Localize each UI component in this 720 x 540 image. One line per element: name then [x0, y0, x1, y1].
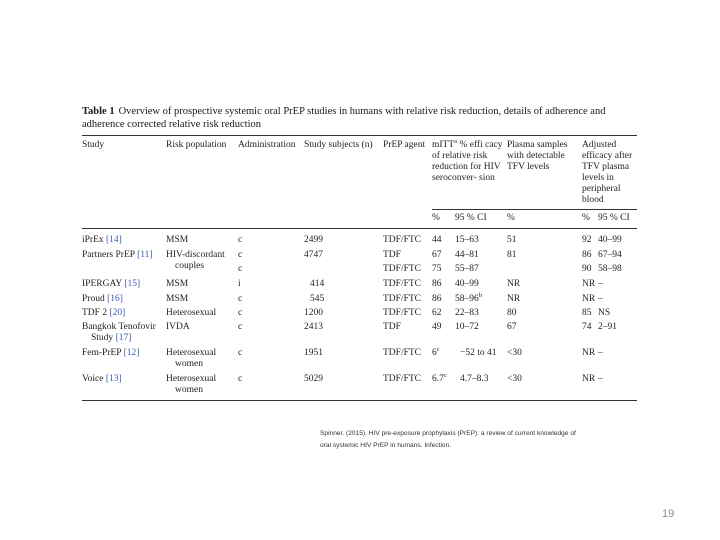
cell-pop: HIV-discordant couples: [166, 250, 225, 271]
cell-pop: Heterosexual: [166, 308, 217, 318]
subheader-rule: [432, 209, 637, 210]
table-row: Partners PrEP [11]: [82, 250, 153, 260]
cell-ci: 55–87: [455, 264, 479, 274]
header-administration: Administration: [238, 140, 296, 150]
cell-adj: NR: [582, 348, 596, 358]
cell-adj-ci: 2–91: [598, 322, 617, 332]
cell-adj-ci: –: [598, 294, 603, 304]
page-number: 19: [662, 508, 675, 520]
table-row: Proud [16]: [82, 294, 123, 304]
reference-link[interactable]: [13]: [105, 374, 122, 384]
cell-agent: TDF/FTC: [383, 308, 422, 318]
cell-ci: −52 to 41: [460, 348, 497, 358]
cell-pct: 6.7$^c$: [432, 371, 447, 384]
cell-pct: 44: [432, 235, 442, 245]
cell-agent: TDF: [383, 322, 401, 332]
cell-admin: c: [238, 264, 243, 274]
subheader-adj-pct: %: [582, 213, 590, 223]
header-mitt-rest: % effi cacy of relative risk reduction for HIV seroconver- sion: [432, 140, 503, 183]
cell-pct: 49: [432, 322, 442, 332]
cell-ci: 15–63: [455, 235, 479, 245]
cell-adj-ci: 67–94: [598, 250, 622, 260]
table-bottom-rule: [82, 400, 637, 401]
cell-pct: 75: [432, 264, 442, 274]
reference-link[interactable]: [11]: [137, 250, 153, 260]
cell-adj: NR: [582, 279, 596, 289]
table-row: TDF 2 [20]: [82, 308, 126, 318]
table-row: IPERGAY [15]: [82, 279, 141, 289]
cell-n: 545: [310, 294, 325, 304]
cell-adj-ci: 58–98: [598, 264, 622, 274]
subheader-plasma-pct: %: [507, 213, 515, 223]
cell-agent: TDF/FTC: [383, 294, 422, 304]
cell-plasma: NR: [507, 279, 521, 289]
table-row: iPrEx [14]: [82, 235, 122, 245]
cell-admin: c: [238, 294, 243, 304]
cell-adj-ci: –: [598, 279, 603, 289]
cell-agent: TDF/FTC: [383, 374, 422, 384]
cell-pct: 86: [432, 279, 442, 289]
cell-pop: IVDA: [166, 322, 190, 332]
header-subjects: Study subjects (n): [304, 140, 373, 150]
cell-plasma: 51: [507, 235, 517, 245]
cell-admin: c: [238, 235, 243, 245]
cell-adj-ci: –: [598, 374, 603, 384]
cell-adj-ci: –: [598, 348, 603, 358]
header-adjusted: Adjusted efficacy after TFV plasma levels in peripheral blood: [582, 140, 633, 205]
header-mitt-label: mITT: [432, 140, 455, 150]
cell-ci: 44–81: [455, 250, 479, 260]
cell-ci: 40–99: [455, 279, 479, 289]
reference-link[interactable]: [17]: [115, 333, 132, 343]
cell-pct: 67: [432, 250, 442, 260]
cell-pop: MSM: [166, 235, 189, 245]
cell-adj: 90: [582, 264, 592, 274]
cell-agent: TDF/FTC: [383, 235, 422, 245]
table-label: Table 1: [82, 106, 115, 117]
cell-admin: c: [238, 374, 243, 384]
cell-adj: 85: [582, 308, 592, 318]
cell-n: 414: [310, 279, 325, 289]
header-bottom-rule: [82, 228, 637, 229]
cell-plasma: 67: [507, 322, 517, 332]
cell-pct: 6$^c$: [432, 345, 440, 358]
cell-admin: i: [238, 279, 241, 289]
table-row: Voice [13]: [82, 374, 122, 384]
cell-agent: TDF/FTC: [383, 279, 422, 289]
cell-n: 1951: [304, 348, 323, 358]
table-row: Bangkok Tenofovir Study [17]: [82, 322, 156, 343]
reference-link[interactable]: [16]: [107, 294, 123, 304]
cell-plasma: NR: [507, 294, 521, 304]
table-top-rule: [82, 135, 637, 136]
cell-ci: 58–96$^b$: [455, 291, 482, 304]
cell-plasma: 81: [507, 250, 517, 260]
cell-pop: Heterosexual women: [166, 374, 217, 395]
header-risk-population: Risk population: [166, 140, 227, 150]
header-mitt-sup: a: [454, 137, 458, 145]
cell-plasma: <30: [507, 348, 522, 358]
cell-admin: c: [238, 348, 243, 358]
cell-agent: TDF/FTC: [383, 348, 422, 358]
header-plasma: Plasma samples with detectable TFV levels: [507, 140, 568, 172]
cell-pop: MSM: [166, 294, 189, 304]
table-title: Overview of prospective systemic oral PrEP studies in humans with relative risk reduction, details of adherence and adherence corrected relative risk reduction: [82, 106, 606, 130]
cell-n: 1200: [304, 308, 323, 318]
cell-adj: 92: [582, 235, 592, 245]
cell-adj: NR: [582, 294, 596, 304]
cell-admin: c: [238, 308, 243, 318]
subheader-mitt-pct: %: [432, 213, 440, 223]
cell-admin: c: [238, 250, 243, 260]
table-row: Fem-PrEP [12]: [82, 348, 140, 358]
reference-link[interactable]: [15]: [124, 279, 141, 289]
cell-n: 2413: [304, 322, 323, 332]
cell-ci: 22–83: [455, 308, 479, 318]
cell-pop: MSM: [166, 279, 189, 289]
cell-admin: c: [238, 322, 243, 332]
cell-n: 5029: [304, 374, 323, 384]
table-caption: [82, 106, 642, 131]
header-agent: PrEP agent: [383, 140, 426, 150]
cell-plasma: 80: [507, 308, 517, 318]
cell-ci: 10–72: [455, 322, 479, 332]
cell-agent: TDF: [383, 250, 401, 260]
cell-adj-ci: NS: [598, 308, 611, 318]
citation: Spinner. (2015). HIV pre-exposure prophylaxis (PrEP): a review of current knowledge of oral systemic HIV PrEP in humans. Infection.: [320, 430, 576, 449]
reference-link[interactable]: [20]: [109, 308, 126, 318]
cell-adj: 74: [582, 322, 592, 332]
cell-n: 2499: [304, 235, 323, 245]
header-study: Study: [82, 140, 105, 150]
subheader-adj-ci: 95 % CI: [598, 213, 630, 223]
reference-link[interactable]: [12]: [123, 348, 140, 358]
cell-pct: 62: [432, 308, 442, 318]
cell-agent: TDF/FTC: [383, 264, 422, 274]
cell-adj-ci: 40–99: [598, 235, 622, 245]
cell-ci: 4.7–8.3: [460, 374, 489, 384]
cell-pop: Heterosexual women: [166, 348, 217, 369]
cell-pct: 86: [432, 294, 442, 304]
cell-adj: 86: [582, 250, 592, 260]
reference-link[interactable]: [14]: [106, 235, 122, 245]
cell-n: 4747: [304, 250, 323, 260]
subheader-mitt-ci: 95 % CI: [455, 213, 487, 223]
header-mitt: [432, 137, 506, 184]
cell-plasma: <30: [507, 374, 522, 384]
cell-adj: NR: [582, 374, 596, 384]
